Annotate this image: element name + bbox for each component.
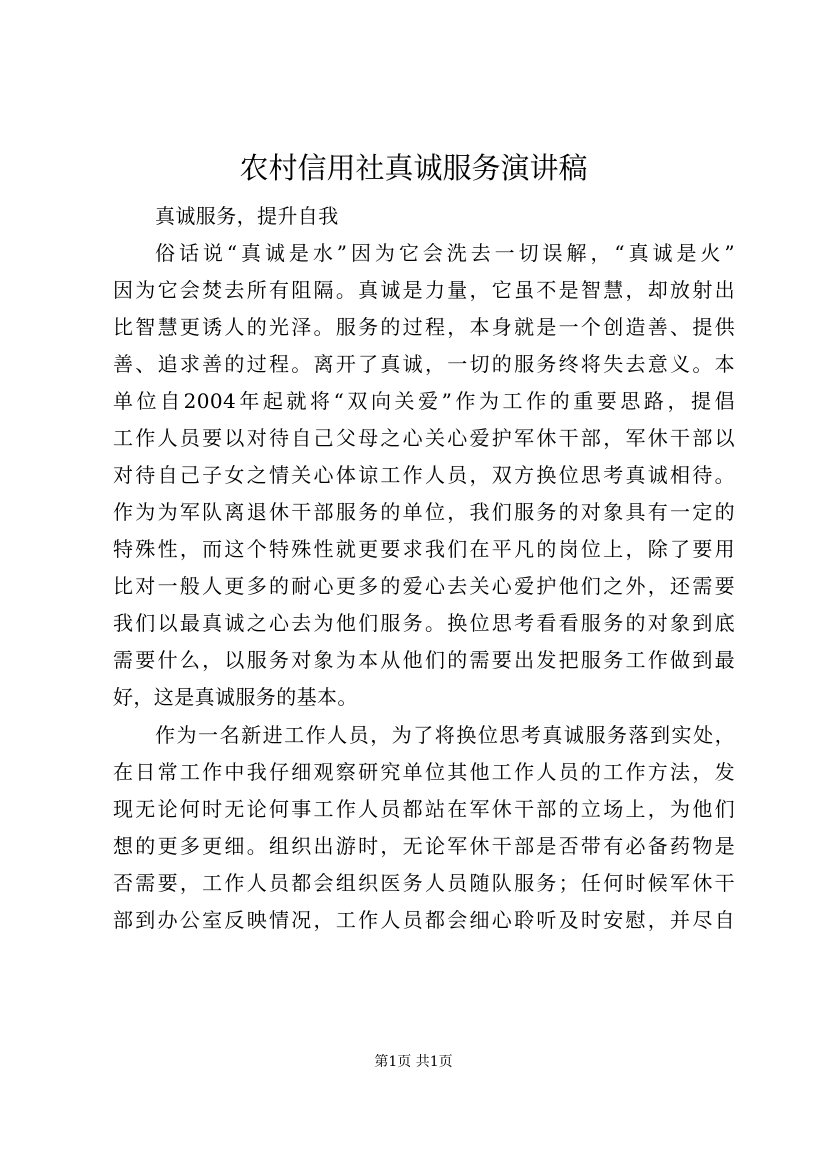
document-title: 农村信用社真诚服务演讲稿	[239, 151, 588, 185]
paragraph-line: 单位自2004年起就将“双向关爱”作为工作的重要思路，提倡	[113, 389, 735, 413]
paragraph-line: 否需要，工作人员都会组织医务人员随队服务；任何时候军休干	[113, 871, 735, 895]
paragraph-line: 比对一般人更多的耐心更多的爱心去关心爱护他们之外，还需要	[113, 574, 735, 598]
paragraph-line: 想的更多更细。组织出游时，无论军休干部是否带有必备药物是	[113, 834, 735, 858]
paragraph-line: 作为一名新进工作人员，为了将换位思考真诚服务落到实处，	[155, 723, 735, 747]
paragraph-line: 在日常工作中我仔细观察研究单位其他工作人员的工作方法，发	[113, 760, 735, 784]
paragraph-line: 善、追求善的过程。离开了真诚，一切的服务终将失去意义。本	[113, 352, 735, 376]
paragraph-line: 部到办公室反映情况，工作人员都会细心聆听及时安慰，并尽自	[113, 908, 735, 932]
paragraph-line: 工作人员要以对待自己父母之心关心爱护军休干部，军休干部以	[113, 426, 735, 450]
paragraph-line: 特殊性，而这个特殊性就更要求我们在平凡的岗位上，除了要用	[113, 537, 735, 561]
page-footer: 第1页 共1页	[374, 1054, 453, 1070]
paragraph-line: 比智慧更诱人的光泽。服务的过程，本身就是一个创造善、提供	[113, 315, 735, 339]
paragraph-line: 需要什么，以服务对象为本从他们的需要出发把服务工作做到最	[113, 648, 735, 672]
paragraph-line: 我们以最真诚之心去为他们服务。换位思考看看服务的对象到底	[113, 611, 735, 635]
paragraph-line: 俗话说“真诚是水”因为它会洗去一切误解，“真诚是火”	[155, 241, 735, 265]
paragraph-line: 真诚服务，提升自我	[155, 204, 339, 228]
paragraph-line: 作为为军队离退休干部服务的单位，我们服务的对象具有一定的	[113, 500, 735, 524]
paragraph-line: 好，这是真诚服务的基本。	[113, 685, 358, 709]
paragraph-line: 对待自己子女之情关心体谅工作人员，双方换位思考真诚相待。	[113, 463, 735, 487]
document-body	[113, 198, 735, 939]
paragraph-line: 现无论何时无论何事工作人员都站在军休干部的立场上，为他们	[113, 797, 735, 821]
paragraph-line: 因为它会焚去所有阻隔。真诚是力量，它虽不是智慧，却放射出	[113, 278, 735, 302]
